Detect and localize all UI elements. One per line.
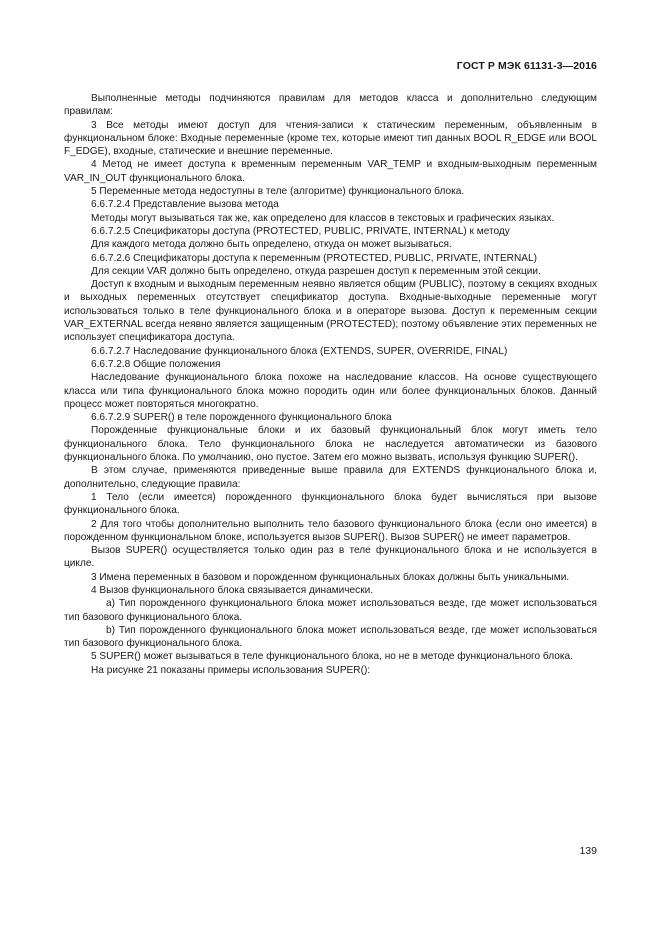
list-item: a) Тип порожденного функционального блока может использоваться везде, где может использоваться тип базового функционального блока. bbox=[64, 598, 597, 623]
paragraph: 5 Переменные метода недоступны в теле (алгоритме) функционального блока. bbox=[91, 186, 465, 198]
standard-header: ГОСТ Р МЭК 61131-3—2016 bbox=[456, 60, 597, 72]
section-heading: 6.6.7.2.7 Наследование функционального блока (EXTENDS, SUPER, OVERRIDE, FINAL) bbox=[91, 345, 508, 357]
list-item: b) Тип порожденного функционального блока может использоваться везде, где может использоваться тип базового функционального блока. bbox=[64, 624, 597, 650]
paragraph: Для секции VAR должно быть определено, откуда разрешен доступ к переменным этой секции. bbox=[91, 265, 541, 277]
page-number: 139 bbox=[579, 845, 597, 857]
paragraph: 3 Все методы имеют доступ для чтения-записи к статическим переменным, объявленным в функциональном блоке: Входные переменные (кроме тех, которые имеют тип данных BOOL R_EDGE или BOOL F_EDGE), входные, статические и внешние переменные. bbox=[64, 119, 597, 158]
paragraph: Вызов SUPER() осуществляется только один раз в теле функционального блока и не используется в цикле. bbox=[64, 545, 597, 570]
paragraph: Доступ к входным и выходным переменным неявно является общим (PUBLIC), поэтому в секциях входных и выходных переменных отсутствует спецификатор доступа. Входные-выходные переменные могут использоваться только в теле функционального блока и в операторе вызова. Доступ к переменным секции VAR_EXTERNAL всегда неявно является защищенным (PROTECTED); поэтому объявление этих переменных не использует спецификатора доступа. bbox=[64, 279, 597, 344]
paragraph: На рисунке 21 показаны примеры использования SUPER(): bbox=[91, 664, 371, 676]
paragraph: 3 Имена переменных в базовом и порожденном функциональных блоках должны быть уникальными. bbox=[91, 571, 570, 583]
paragraph: 4 Метод не имеет доступа к временным переменным VAR_TEMP и входным-выходным переменным VAR_IN_OUT функционального блока. bbox=[64, 159, 597, 184]
section-heading: 6.6.7.2.4 Представление вызова метода bbox=[91, 199, 279, 211]
paragraph: Порожденные функциональные блоки и их базовый функциональный блок могут иметь тело функционального блока. Тело функционального блока не наследуется автоматически из базового функционального блока. По умолчанию, оно пустое. Затем его можно вызвать, используя функцию SUPER(). bbox=[64, 425, 597, 464]
paragraph: Выполненные методы подчиняются правилам для методов класса и дополнительно следующим правилам: bbox=[64, 93, 597, 118]
paragraph: 4 Вызов функционального блока связывается динамически. bbox=[91, 584, 374, 596]
paragraph: 2 Для того чтобы дополнительно выполнить тело базового функционального блока (если оно имеется) в порожденном функциональном блоке, используется вызов SUPER(). Вызов SUPER() не имеет параметров. bbox=[64, 518, 597, 543]
paragraph: Методы могут вызываться так же, как определено для классов в текстовых и графических языках. bbox=[91, 212, 555, 224]
section-heading: 6.6.7.2.5 Спецификаторы доступа (PROTECTED, PUBLIC, PRIVATE, INTERNAL) к методу bbox=[91, 225, 510, 237]
paragraph: Наследование функционального блока похоже на наследование классов. На основе существующего класса или типа функционального блока можно породить один или более функциональных блоков. Данный процесс может повторяться многократно. bbox=[64, 372, 597, 410]
paragraph: 5 SUPER() может вызываться в теле функционального блока, но не в методе функционального блока. bbox=[91, 651, 573, 663]
section-heading: 6.6.7.2.6 Спецификаторы доступа к переменным (PROTECTED, PUBLIC, PRIVATE, INTERNAL) bbox=[91, 252, 537, 264]
paragraph: 1 Тело (если имеется) порожденного функционального блока будет вычисляться при вызове функционального блока. bbox=[64, 491, 597, 517]
paragraph: В этом случае, применяются приведенные выше правила для EXTENDS функционального блока и, дополнительно, следующие правила: bbox=[64, 465, 597, 490]
body-text bbox=[64, 92, 597, 677]
section-heading: 6.6.7.2.9 SUPER() в теле порожденного функционального блока bbox=[91, 412, 392, 424]
paragraph: Для каждого метода должно быть определено, откуда он может вызываться. bbox=[91, 239, 452, 251]
section-heading: 6.6.7.2.8 Общие положения bbox=[91, 358, 221, 370]
